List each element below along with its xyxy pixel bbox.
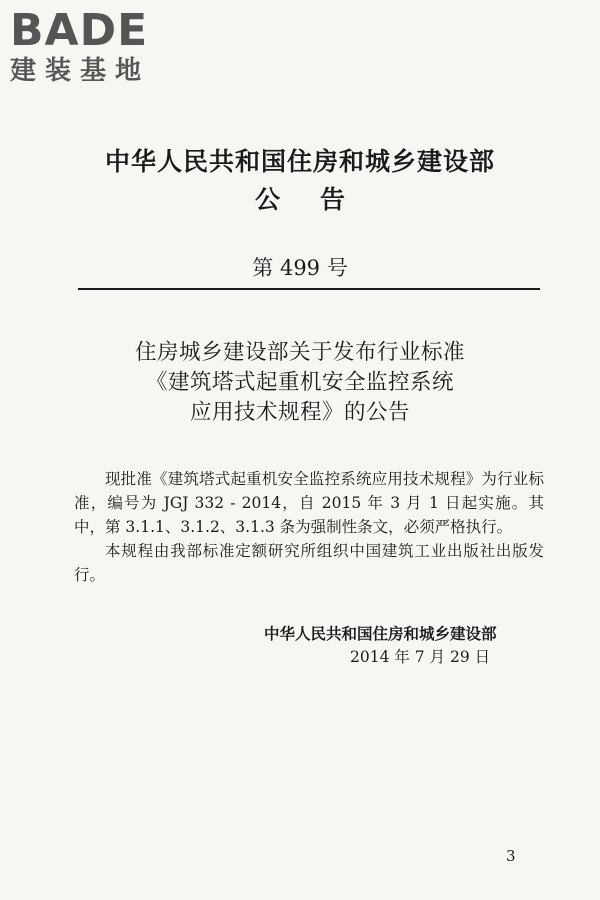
notice-number: 第 499 号 <box>252 256 348 280</box>
logo-wordmark <box>10 6 180 52</box>
brand-logo <box>10 6 180 86</box>
logo-wordmark-graphic <box>10 6 180 52</box>
signature-date: 2014 年 7 月 29 日 <box>350 648 491 666</box>
header-divider <box>78 288 540 290</box>
notice-title: 公告 <box>254 185 385 214</box>
signature-org: 中华人民共和国住房和城乡建设部 <box>264 624 497 643</box>
logo-brand-text: BADE <box>10 6 149 52</box>
body-paragraph-2: 本规程由我部标准定额研究所组织中国建筑工业出版社出版发行。 <box>74 542 544 584</box>
heading-line-1: 住房城乡建设部关于发布行业标准 <box>134 340 465 365</box>
announcement-body <box>74 467 544 587</box>
announcement-heading <box>0 338 600 428</box>
heading-line-3: 应用技术规程》的公告 <box>189 400 410 425</box>
ministry-title: 中华人民共和国住房和城乡建设部 <box>104 147 495 176</box>
page-number: 3 <box>506 847 516 865</box>
heading-line-2: 《建筑塔式起重机安全监控系统 <box>145 370 454 395</box>
body-paragraph-1: 现批准《建筑塔式起重机安全监控系统应用技术规程》为行业标准，编号为 JGJ 332 - 2014，自 2015 年 3 月 1 日起实施。其中，第 3.1.1、3.1.2、3.1.3 条为强制性条文，必须严格执行。 <box>74 470 544 536</box>
logo-subtitle: 建装基地 <box>10 56 151 86</box>
